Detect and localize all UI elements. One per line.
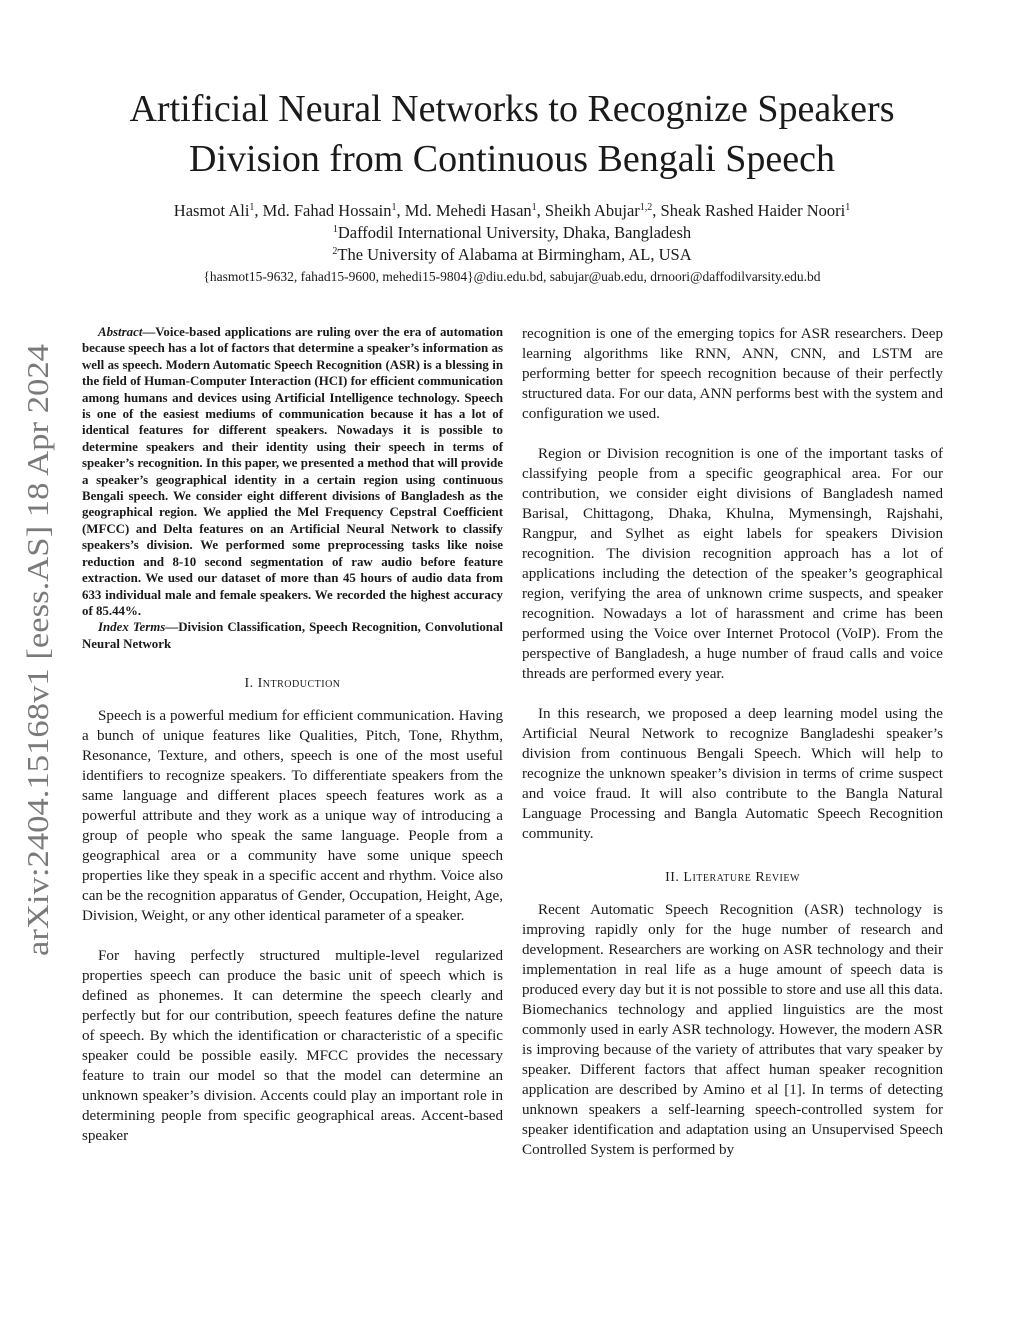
author-name: , Sheak Rashed Haider Noori bbox=[652, 201, 846, 220]
intro-paragraph-1: Speech is a powerful medium for efficient communication. Having a bunch of unique features like Qualities, Pitch, Tone, Rhythm, Resonance, Texture, and others, speech is one of the most useful identifiers to recognize speakers. To differentiate speakers from the same language and different places speech features work as a powerful attribute and they work as a unique way of introducing a group of people who speak the same language. People from a geographical area or a community have some unique speech properties like they speak in a specific accent and rhythm. Voice also can be the recognition apparatus of Gender, Occupation, Height, Age, Division, Weight, or any other identical parameter of a speaker. bbox=[82, 708, 503, 925]
affiliation-1 bbox=[60, 222, 964, 244]
paper-title bbox=[60, 84, 964, 184]
affiliation-mark: 1,2 bbox=[639, 202, 653, 213]
author-block bbox=[60, 200, 964, 288]
arxiv-stamp-graphic bbox=[2, 340, 62, 960]
intro-paragraph-2: For having perfectly structured multiple-level regularized properties speech can produce the basic unit of speech which is defined as phonemes. It can determine the speech clearly and perfectly but for our contribution, speech features define the nature of speech. By which the identification or characteristic of a specific speaker could be possible easily. MFCC provides the necessary feature to train our model so that the model can determine an unknown speaker’s division. Accents could play an important role in determining people from specific geographical areas. Accent-based speaker bbox=[82, 948, 503, 1145]
author-emails: {hasmot15-9632, fahad15-9600, mehedi15-9804}@diu.edu.bd, sabujar@uab.edu, drnoori@daffodilvarsity.edu.bd bbox=[203, 269, 821, 284]
section-heading-literature-review: II. Literature Review bbox=[665, 870, 800, 885]
index-terms bbox=[82, 619, 503, 652]
affiliation-mark: 1 bbox=[391, 202, 397, 213]
paper-title-line-1: Artificial Neural Networks to Recognize Speakers bbox=[129, 88, 895, 130]
index-terms-label: Index Terms bbox=[98, 620, 166, 635]
left-column bbox=[82, 324, 503, 1146]
literature-paragraph-1: Recent Automatic Speech Recognition (ASR) technology is improving rapidly only for the huge number of research and development. Researchers are working on ASR technology and their implementation in real life as a huge amount of speech data is produced every day but it is not possible to store and use all this data. Biomechanics technology and applied linguistics are the most commonly used in early ASR technology. However, the modern ASR is improving because of the variety of attributes that vary speaker by speaker. Different factors that affect human speaker recognition application are described by Amino et al [1]. In terms of detecting unknown speakers a self-learning speech-controlled system for speaker identification and adaptation using an Unsupervised Speech Controlled System is performed by bbox=[522, 902, 943, 1158]
affiliation-mark: 1 bbox=[845, 202, 851, 213]
intro-paragraph-3: Region or Division recognition is one of the important tasks of classifying people from a specific geographical area. For our contribution, we consider eight divisions of Bangladesh named Barisal, Chittagong, Dhaka, Khulna, Mymensingh, Rajshahi, Rangpur, and Sylhet as eight labels for speakers Division recognition. The division recognition approach has a lot of applications including the detection of the speaker’s geographical region, verifying the area of unknown crime suspects, and speaker recognition. Nowadays a lot of harassment and crime has been performed using the Voice over Internet Protocol (VoIP). From the perspective of Bangladesh, a huge number of fraud calls and voice threads are performed every year. bbox=[522, 446, 943, 682]
abstract-label: Abstract bbox=[98, 325, 143, 339]
author-name: Hasmot Ali bbox=[173, 201, 250, 220]
index-terms-text: —Division Classification, Speech Recognition, Convolutional Neural Network bbox=[82, 620, 503, 651]
author-name: , Sheikh Abujar bbox=[536, 201, 640, 220]
affiliation-mark: 2 bbox=[332, 246, 338, 257]
affiliation-mark: 1 bbox=[249, 202, 255, 213]
affiliation-mark: 1 bbox=[332, 224, 338, 235]
arxiv-identifier-stamp bbox=[2, 340, 62, 960]
author-name: , Md. Mehedi Hasan bbox=[396, 201, 532, 220]
intro-paragraph-4: In this research, we proposed a deep learning model using the Artificial Neural Network to recognize Bangladeshi speaker’s division from continuous Bengali Speech. Which will help to recognize the unknown speaker’s division in terms of crime suspect and voice fraud. It will also contribute to the Bangla Natural Language Processing and Bangla Automatic Speech Recognition community. bbox=[522, 706, 943, 842]
affiliation-mark: 1 bbox=[531, 202, 537, 213]
affiliation-text: The University of Alabama at Birmingham, AL, USA bbox=[337, 245, 692, 264]
abstract-text: —Voice-based applications are ruling over the era of automation because speech has a lot of factors that determine a speaker’s information as well as speech. Modern Automatic Speech Recognition (ASR) is a blessing in the field of Human-Computer Interaction (HCI) for efficient communication among humans and devices using Artificial Intelligence technology. Speech is one of the easiest mediums of communication because it has a lot of identical features for different speakers. Nowadays it is possible to determine speakers and their identity using their speech in terms of speaker’s recognition. In this paper, we presented a method that will provide a speaker’s geographical identity in a certain region using continuous Bengali speech. We consider eight different divisions of Bangladesh as the geographical region. We applied the Mel Frequency Cepstral Coefficient (MFCC) and Delta features on an Artificial Neural Network to classify speakers’s division. We performed some preprocessing tasks like noise reduction and 8-10 second segmentation of raw audio before feature extraction. We used our dataset of more than 45 hours of audio data from 633 individual male and female speakers. We recorded the highest accuracy of 85.44%. bbox=[82, 325, 503, 618]
section-heading-introduction: I. Introduction bbox=[244, 676, 341, 692]
abstract bbox=[82, 324, 503, 619]
affiliation-2 bbox=[60, 244, 964, 266]
affiliation-text: Daffodil International University, Dhaka, Bangladesh bbox=[337, 223, 692, 242]
right-column bbox=[522, 324, 943, 1160]
intro-paragraph-2-continued: recognition is one of the emerging topics for ASR researchers. Deep learning algorithms like RNN, ANN, CNN, and LSTM are performing better for speech recognition because of their perfectly structured data. For our data, ANN performs best with the system and configuration we used. bbox=[522, 326, 943, 422]
author-list bbox=[60, 200, 964, 222]
arxiv-id-text: arXiv:2404.15168v1 [eess.AS] 18 Apr 2024 bbox=[20, 408, 55, 956]
paper-title-line-2: Division from Continuous Bengali Speech bbox=[189, 138, 835, 180]
author-name: , Md. Fahad Hossain bbox=[254, 201, 392, 220]
